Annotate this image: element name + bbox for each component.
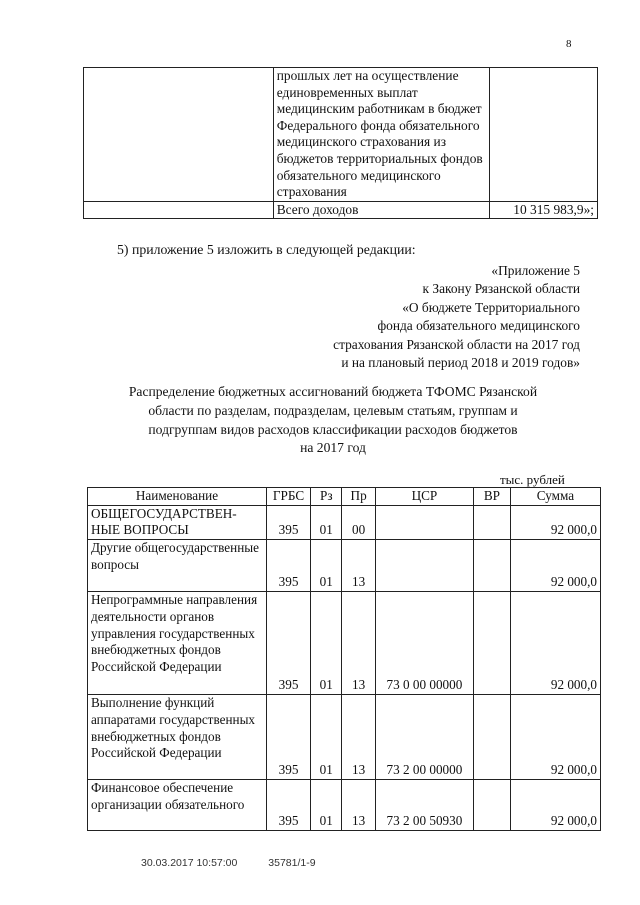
appendix-line: и на плановый период 2018 и 2019 годов» bbox=[341, 355, 580, 371]
row-pr: 13 bbox=[342, 780, 375, 831]
table-heading bbox=[98, 383, 568, 458]
table-header-row bbox=[88, 488, 601, 506]
table-row bbox=[88, 780, 601, 831]
table-row bbox=[88, 592, 601, 695]
row-grbs: 395 bbox=[267, 780, 311, 831]
page-number: 8 bbox=[566, 38, 572, 50]
row-vr bbox=[473, 592, 510, 695]
row-name: Непрограммные направления деятельности органов управления государственных внебюджетных фондов Российской Федерации bbox=[88, 592, 267, 695]
table-row bbox=[84, 68, 598, 202]
row-pr: 00 bbox=[342, 505, 375, 539]
row-pr: 13 bbox=[342, 540, 375, 592]
header-name: Наименование bbox=[88, 488, 267, 506]
appendix-line: «О бюджете Территориального bbox=[402, 299, 580, 315]
row-pr: 13 bbox=[342, 592, 375, 695]
budget-allocation-table bbox=[87, 487, 601, 831]
row-grbs: 395 bbox=[267, 540, 311, 592]
appendix-line: страхования Рязанской области на 2017 год bbox=[333, 336, 580, 352]
income-total-row bbox=[84, 201, 598, 219]
appendix-line: к Закону Рязанской области bbox=[422, 281, 580, 297]
row-sum: 92 000,0 bbox=[510, 592, 600, 695]
print-timestamp: 30.03.2017 10:57:00 bbox=[141, 857, 238, 869]
heading-line: на 2017 год bbox=[300, 440, 366, 456]
total-value: 10 315 983,9»; bbox=[490, 201, 598, 219]
appendix-reference bbox=[333, 262, 580, 372]
row-csr: 73 2 00 00000 bbox=[375, 695, 473, 780]
table-cell-empty bbox=[84, 68, 274, 202]
table-row bbox=[88, 695, 601, 780]
income-item-text: прошлых лет на осуществление единовременных выплат медицинским работникам в бюджет Федерального фонда обязательного медицинского страхования из бюджетов территориальных фондов обязательного медицинского страхования bbox=[273, 68, 490, 202]
row-rz: 01 bbox=[311, 505, 342, 539]
row-name: Финансовое обеспечение организации обязательного bbox=[88, 780, 267, 831]
row-vr bbox=[473, 505, 510, 539]
row-csr: 73 0 00 00000 bbox=[375, 592, 473, 695]
row-sum: 92 000,0 bbox=[510, 695, 600, 780]
heading-line: Распределение бюджетных ассигнований бюджета ТФОМС Рязанской bbox=[128, 384, 538, 399]
header-rz: Рз bbox=[311, 488, 342, 506]
table-cell-empty bbox=[84, 201, 274, 219]
unit-label: тыс. рублей bbox=[500, 472, 565, 487]
header-pr: Пр bbox=[342, 488, 375, 506]
income-table-continuation bbox=[83, 67, 598, 219]
row-csr bbox=[375, 505, 473, 539]
heading-line: области по разделам, подразделам, целевым статьям, группам и bbox=[148, 402, 518, 418]
appendix-line: фонда обязательного медицинского bbox=[377, 318, 580, 334]
row-rz: 01 bbox=[311, 780, 342, 831]
row-vr bbox=[473, 540, 510, 592]
table-row bbox=[88, 540, 601, 592]
amendment-instruction: 5) приложение 5 изложить в следующей редакции: bbox=[117, 242, 416, 257]
row-name: Выполнение функций аппаратами государственных внебюджетных фондов Российской Федерации bbox=[88, 695, 267, 780]
row-rz: 01 bbox=[311, 540, 342, 592]
row-sum: 92 000,0 bbox=[510, 780, 600, 831]
heading-line: подгруппам видов расходов классификации расходов бюджетов bbox=[148, 421, 518, 437]
row-sum: 92 000,0 bbox=[510, 505, 600, 539]
header-sum: Сумма bbox=[510, 488, 600, 506]
table-cell-empty bbox=[490, 68, 598, 202]
header-grbs: ГРБС bbox=[267, 488, 311, 506]
row-vr bbox=[473, 780, 510, 831]
row-grbs: 395 bbox=[267, 505, 311, 539]
row-sum: 92 000,0 bbox=[510, 540, 600, 592]
print-footer bbox=[141, 857, 316, 869]
document-id: 35781/1-9 bbox=[268, 857, 316, 869]
table-row bbox=[88, 505, 601, 539]
row-csr bbox=[375, 540, 473, 592]
row-vr bbox=[473, 695, 510, 780]
row-name: ОБЩЕГОСУДАРСТВЕН-НЫЕ ВОПРОСЫ bbox=[88, 505, 267, 539]
total-label: Всего доходов bbox=[273, 201, 490, 219]
row-csr: 73 2 00 50930 bbox=[375, 780, 473, 831]
appendix-line: «Приложение 5 bbox=[491, 263, 580, 278]
header-csr: ЦСР bbox=[375, 488, 473, 506]
row-rz: 01 bbox=[311, 695, 342, 780]
row-grbs: 395 bbox=[267, 695, 311, 780]
row-rz: 01 bbox=[311, 592, 342, 695]
row-name: Другие общегосударственные вопросы bbox=[88, 540, 267, 592]
header-vr: ВР bbox=[473, 488, 510, 506]
row-pr: 13 bbox=[342, 695, 375, 780]
row-grbs: 395 bbox=[267, 592, 311, 695]
